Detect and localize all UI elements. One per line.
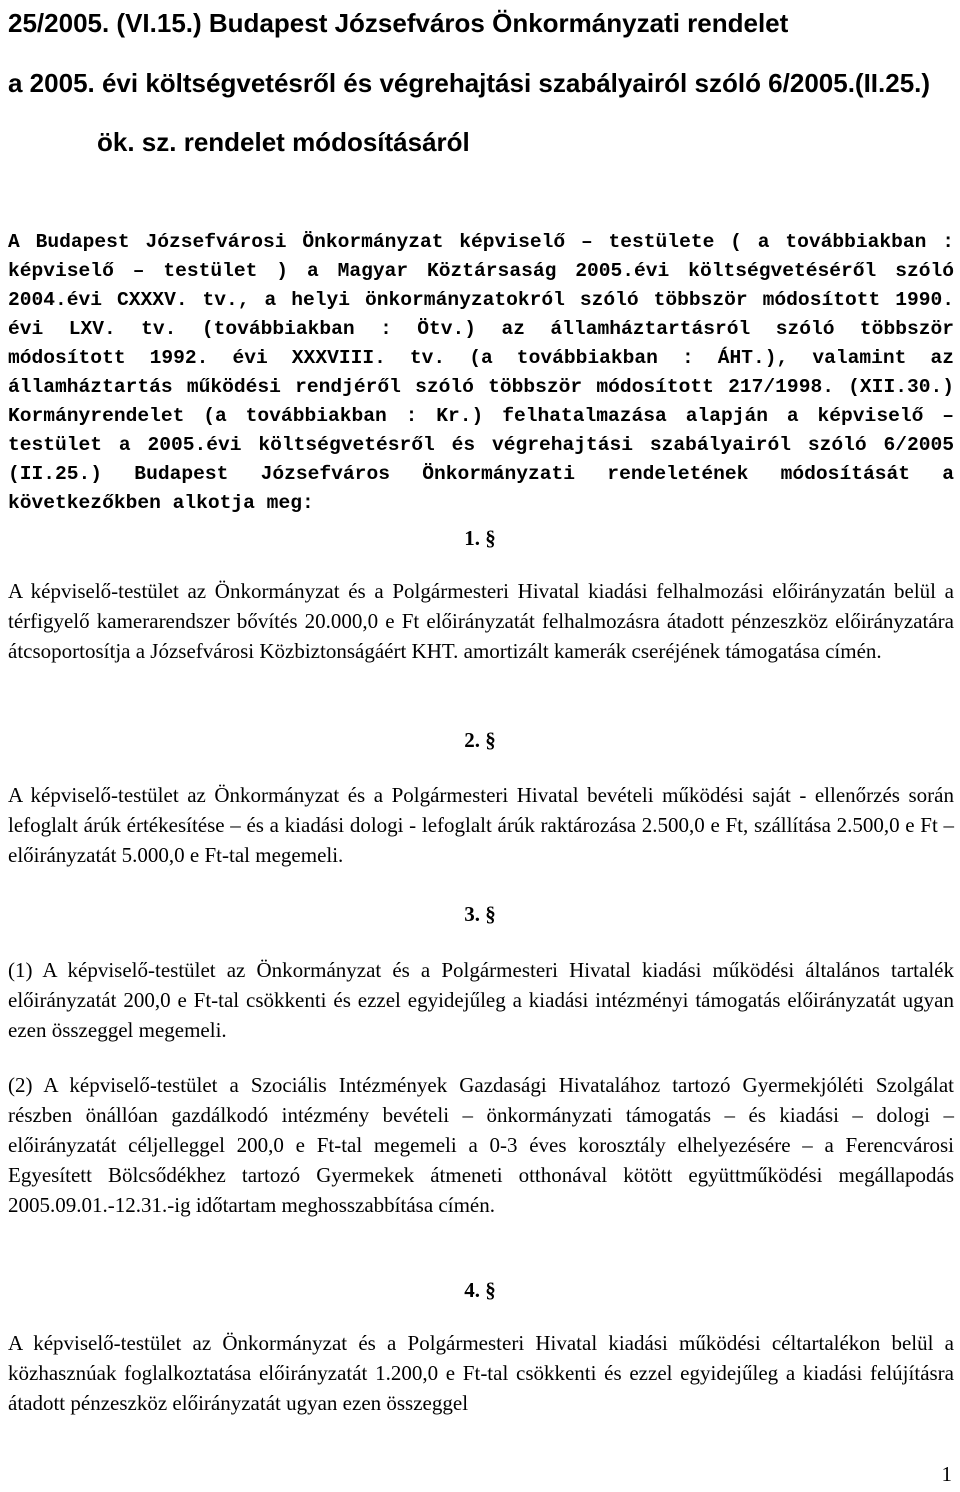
section-1-paragraph: A képviselő-testület az Önkormányzat és a Polgármesteri Hivatal kiadási felhalmozási előirányzatán belül a térfigyelő kamerarendszer bővítés 20.000,0 e Ft előirányzatát felhalmozásra átadott pénzeszköz előirányzatára átcsoportosítja a Józsefvárosi Közbiztonságáért KHT. amortizált kamerák cseréjének támogatása címén. [8,579,954,663]
section-heading-1: 1. § [464,526,496,550]
section-4-paragraph: A képviselő-testület az Önkormányzat és a Polgármesteri Hivatal kiadási működési céltartalékon belül a közhasznúak foglalkoztatása előirányzatát 1.200,0 e Ft-tal csökkenti és ezzel egyidejűleg a kiadási felújításra átadott pénzeszköz előirányzatát ugyan ezen összeggel [8,1331,954,1415]
document-title-line-2: a 2005. évi költségvetésről és végrehajtási szabályairól szóló 6/2005.(II.25.) [8,68,931,98]
document-title-line-1: 25/2005. (VI.15.) Budapest Józsefváros Önkormányzati rendelet [8,8,789,38]
section-heading-3: 3. § [464,902,496,926]
section-3-paragraph-2: (2) A képviselő-testület a Szociális Intézmények Gazdasági Hivatalához tartozó Gyermekjóléti Szolgálat részben önállóan gazdálkodó intézmény bevételi – önkormányzati támogatás – és kiadási – dologi – előirányzatát céljelleggel 200,0 e Ft-tal megemeli a 0-3 éves korosztály elhelyezésére – a Ferencvárosi Egyesített Bölcsődékhez tartozó Gyermekek átmeneti otthonával kötött együttműködési megállapodás 2005.09.01.-12.31.-ig időtartam meghosszabbítása címén. [8,1073,954,1217]
section-heading-4: 4. § [464,1278,496,1302]
section-heading-2: 2. § [464,728,496,752]
section-3-paragraph-1: (1) A képviselő-testület az Önkormányzat és a Polgármesteri Hivatal kiadási működési általános tartalék előirányzatát 200,0 e Ft-tal csökkenti és ezzel egyidejűleg a kiadási intézményi támogatás előirányzatát ugyan ezen összeggel megemeli. [8,958,954,1042]
page-number: 1 [941,1462,952,1486]
document-title-line-3: ök. sz. rendelet módosításáról [97,127,470,157]
section-2-paragraph: A képviselő-testület az Önkormányzat és a Polgármesteri Hivatal bevételi működési saját - ellenőrzés során lefoglalt árúk értékesítése – és a kiadási dologi - lefoglalt árúk raktározása 2.500,0 e Ft, szállítása 2.500,0 e Ft – előirányzatát 5.000,0 e Ft-tal megemeli. [8,783,954,867]
preamble-paragraph: A Budapest Józsefvárosi Önkormányzat képviselő – testülete ( a továbbiakban : képviselő – testület ) a Magyar Köztársaság 2005.évi költségvetéséről szóló 2004.évi CXXXV. tv., a helyi önkormányzatokról szóló többször módosított 1990. évi LXV. tv. (továbbiakban : Ötv.) az államháztartásról szóló többször módosított 1992. évi XXXVIII. tv. (a továbbiakban : ÁHT.), valamint az államháztartás működési rendjéről szóló többször módosított 217/1998. (XII.30.) Kormányrendelet (a továbbiakban : Kr.) felhatalmazása alapján a képviselő – testület a 2005.évi költségvetésről és végrehajtási szabályairól szóló 6/2005 (II.25.) Budapest Józsefváros Önkormányzati rendeletének módosítását a következőkben alkotja meg: [8,231,954,514]
